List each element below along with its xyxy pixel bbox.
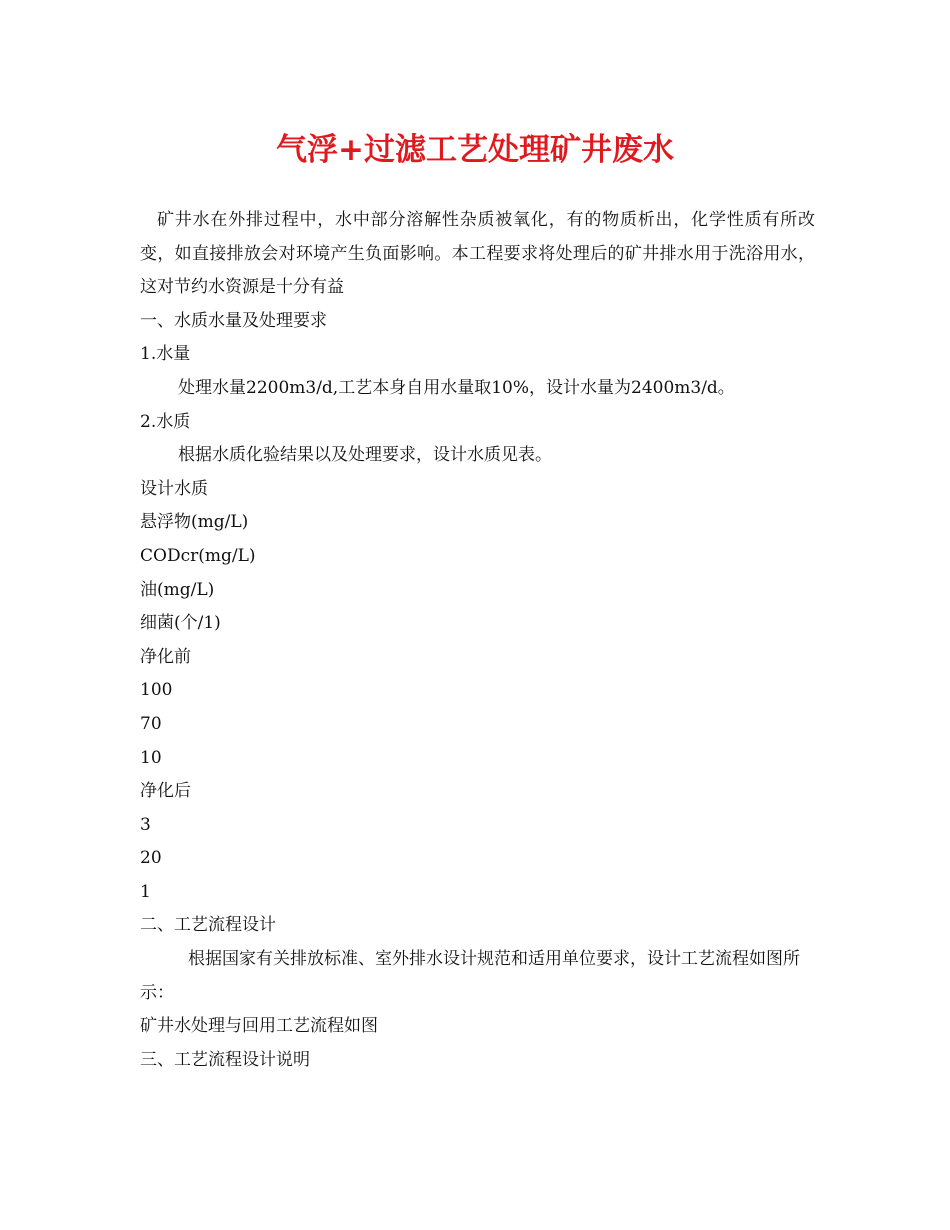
flow-figure-caption: 矿井水处理与回用工艺流程如图 (140, 1016, 378, 1037)
table-before-value: 70 (140, 713, 162, 734)
section-2-heading: 二、工艺流程设计 (140, 915, 276, 936)
table-param-oil: 油(mg/L) (140, 579, 215, 600)
water-quality-text: 根据水质化验结果以及处理要求，设计水质见表。 (178, 445, 552, 466)
document-title: 气浮+过滤工艺处理矿井废水 (276, 132, 674, 168)
table-after-label: 净化后 (140, 781, 191, 802)
table-after-value: 20 (140, 848, 162, 869)
table-before-label: 净化前 (140, 646, 191, 667)
table-after-value: 1 (140, 881, 151, 902)
table-before-value: 100 (140, 680, 173, 701)
section-3-heading: 三、工艺流程设计说明 (140, 1049, 310, 1070)
table-header: 设计水质 (140, 478, 208, 499)
section-1-heading: 一、水质水量及处理要求 (140, 310, 327, 331)
document-body (140, 204, 815, 1077)
table-after-value: 3 (140, 814, 151, 835)
water-quality-heading: 2.水质 (140, 411, 191, 432)
section-2-text: 根据国家有关排放标准、室外排水设计规范和适用单位要求，设计工艺流程如图所示： (140, 949, 800, 1003)
water-quantity-text: 处理水量2200m3/d,工艺本身自用水量取10%，设计水量为2400m3/d。 (178, 377, 735, 398)
table-before-value: 10 (140, 747, 162, 768)
intro-paragraph: 矿井水在外排过程中，水中部分溶解性杂质被氧化，有的物质析出，化学性质有所改变，如直接排放会对环境产生负面影响。本工程要求将处理后的矿井排水用于洗浴用水，这对节约水资源是十分有益 (140, 210, 815, 298)
table-param-bacteria: 细菌(个/1) (140, 613, 221, 634)
table-param-codcr: CODcr(mg/L) (140, 545, 256, 566)
table-param-suspended-solids: 悬浮物(mg/L) (140, 512, 249, 533)
water-quantity-heading: 1.水量 (140, 344, 191, 365)
